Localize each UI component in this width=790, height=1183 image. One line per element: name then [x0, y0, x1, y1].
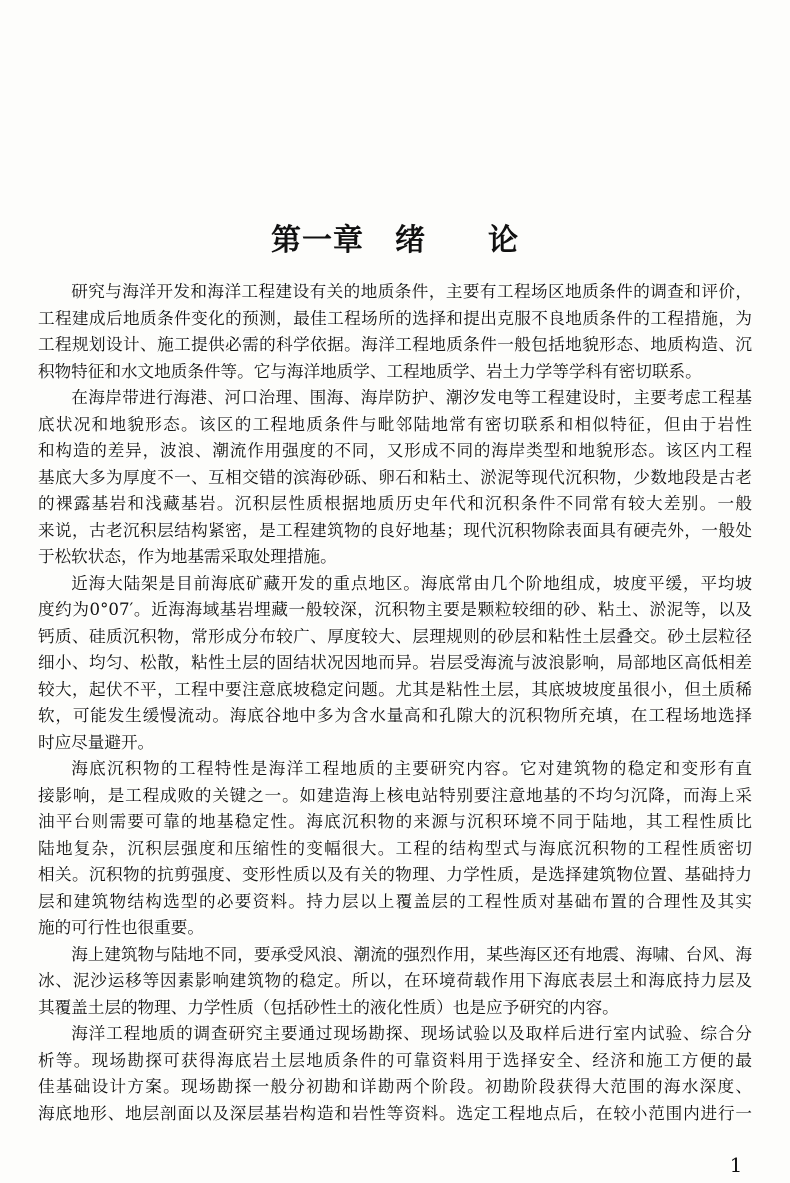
text-line: 软，可能发生缓慢流动。海底谷地中多为含水量高和孔隙大的沉积物所充填，在工程场地选择 — [38, 706, 752, 725]
text-line: 海底沉积物的工程特性是海洋工程地质的主要研究内容。它对建筑物的稳定和变形有直 — [71, 759, 752, 778]
paragraph-3 — [38, 571, 752, 757]
text-line: 基底大多为厚度不一、互相交错的滨海砂砾、卵石和粘土、淤泥等现代沉积物，少数地段是古老 — [38, 467, 752, 487]
paragraph-1 — [38, 279, 752, 385]
text-line: 冰、泥沙运移等因素影响建筑物的稳定。所以，在环境荷载作用下海底表层土和海底持力层及 — [38, 971, 752, 990]
chapter-title: 第一章 绪 论 — [271, 223, 519, 258]
text-line: 佳基础设计方案。现场勘探一般分初勘和详勘两个阶段。初勘阶段获得大范围的海水深度、 — [38, 1077, 752, 1096]
text-line: 接影响，是工程成败的关键之一。如建造海上核电站特别要注意地基的不均匀沉降，而海上采 — [38, 785, 752, 805]
paragraph-2 — [38, 385, 752, 571]
text-line: 相关。沉积物的抗剪强度、变形性质以及有关的物理、力学性质，是选择建筑物位置、基础持力 — [38, 865, 752, 884]
text-line: 研究与海洋开发和海洋工程建设有关的地质条件，主要有工程场区地质条件的调查和评价， — [71, 282, 752, 301]
text-line: 来说，古老沉积层结构紧密，是工程建筑物的良好地基；现代沉积物除表面具有硬壳外，一般处 — [38, 520, 752, 540]
text-line: 钙质、硅质沉积物，常形成分布较广、厚度较大、层理规则的砂层和粘性土层叠交。砂土层粒径 — [38, 626, 752, 646]
text-line: 较大，起伏不平，工程中要注意底坡稳定问题。尤其是粘性土层，其底坡坡度虽很小，但土质稀 — [38, 679, 752, 699]
text-line: 析等。现场勘探可获得海底岩土层地质条件的可靠资料用于选择安全、经济和施工方便的最 — [38, 1050, 752, 1070]
text-line: 海底地形、地层剖面以及深层基岩构造和岩性等资料。选定工程地点后，在较小范围内进行一 — [38, 1103, 752, 1123]
paragraph-4 — [38, 756, 752, 942]
text-line: 的裸露基岩和浅藏基岩。沉积层性质根据地质历史年代和沉积条件不同常有较大差别。一般 — [38, 494, 752, 513]
text-line: 施的可行性也很重要。 — [38, 918, 204, 937]
text-line: 其覆盖土层的物理、力学性质（包括砂性土的液化性质）也是应予研究的内容。 — [38, 997, 619, 1017]
text-line: 油平台则需要可靠的地基稳定性。海底沉积物的来源与沉积环境不同于陆地，其工程性质比 — [38, 812, 752, 831]
text-line: 海上建筑物与陆地不同，要承受风浪、潮流的强烈作用，某些海区还有地震、海啸、台风、海 — [71, 944, 752, 964]
text-line: 时应尽量避开。 — [38, 732, 155, 752]
paragraph-5 — [38, 942, 752, 1022]
text-line: 海洋工程地质的调查研究主要通过现场勘探、现场试验以及取样后进行室内试验、综合分 — [71, 1024, 752, 1043]
text-line: 工程建成后地质条件变化的预测，最佳工程场所的选择和提出克服不良地质条件的工程措施，为 — [38, 308, 752, 328]
text-line: 近海大陆架是目前海底矿藏开发的重点地区。海底常由几个阶地组成，坡度平缓，平均坡 — [71, 573, 752, 593]
text-line: 工程规划设计、施工提供必需的科学依据。海洋工程地质条件一般包括地貌形态、地质构造、沉 — [38, 335, 752, 354]
page-number: 1 — [729, 1153, 743, 1177]
text-line: 层和建筑物结构选型的必要资料。持力层以上覆盖层的工程性质对基础布置的合理性及其实 — [38, 891, 752, 911]
text-line: 在海岸带进行海港、河口治理、围海、海岸防护、潮汐发电等工程建设时，主要考虑工程基 — [71, 388, 752, 407]
text-line: 底状况和地貌形态。该区的工程地质条件与毗邻陆地常有密切联系和相似特征，但由于岩性 — [38, 414, 752, 434]
text-line: 细小、均匀、松散，粘性土层的固结状况因地而异。岩层受海流与波浪影响，局部地区高低相差 — [38, 653, 752, 672]
text-line: 于松软状态，作为地基需采取处理措施。 — [38, 547, 337, 566]
text-line: 和构造的差异，波浪、潮流作用强度的不同，又形成不同的海岸类型和地貌形态。该区内工程 — [38, 441, 752, 460]
text-line: 积物特征和水文地质条件等。它与海洋地质学、工程地质学、岩土力学等学科有密切联系。 — [38, 361, 702, 381]
text-line: 陆地复杂，沉积层强度和压缩性的变幅很大。工程的结构型式与海底沉积物的工程性质密切 — [38, 838, 752, 858]
paragraph-6 — [38, 1021, 752, 1127]
text-line: 度约为0°07′。近海海域基岩埋藏一般较深，沉积物主要是颗粒较细的砂、粘土、淤泥等，以及 — [38, 600, 752, 619]
body-text — [38, 279, 752, 1127]
